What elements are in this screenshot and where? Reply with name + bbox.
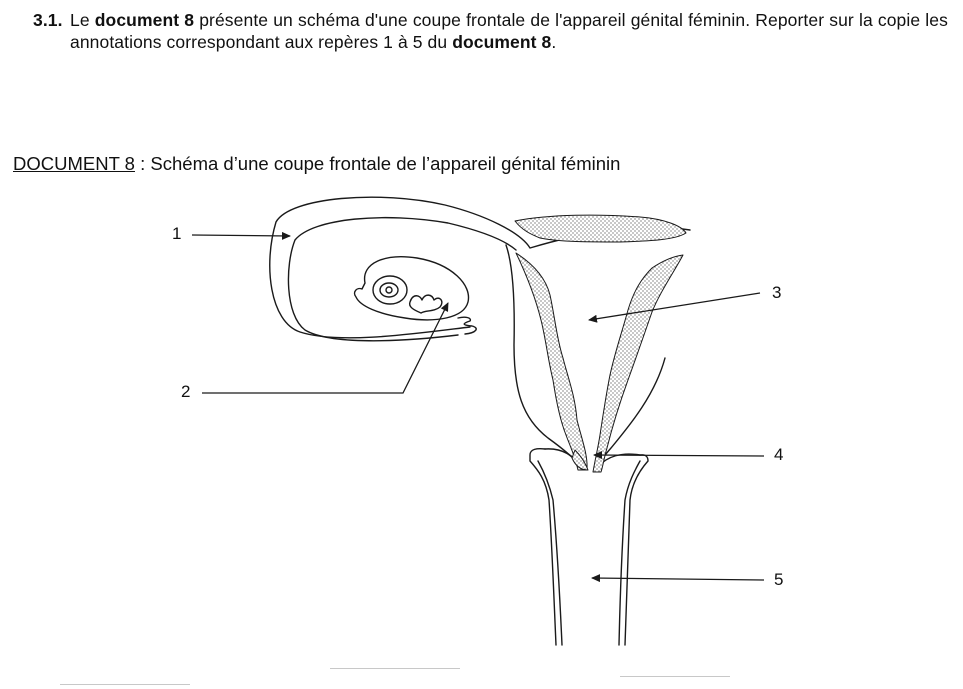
marker-label-4: 4	[774, 445, 784, 464]
question-doc-ref-1: document 8	[94, 10, 195, 30]
uterine-fundus-wall	[515, 215, 686, 242]
marker-label-1: 1	[172, 224, 182, 243]
question-text-part-2: présente un schéma d'une coupe frontale de l'appareil génital féminin. Reporter sur la copie les annotations correspondant aux repères 1 à 5 du	[70, 10, 948, 52]
document-title-text: Schéma d’une coupe frontale de l’appareil génital féminin	[150, 153, 621, 174]
oocyte	[380, 283, 398, 297]
fallopian-tube-inner	[288, 218, 516, 341]
ruptured-follicle	[410, 295, 442, 313]
leader-line-4	[594, 455, 764, 456]
document-reference: DOCUMENT 8	[13, 153, 135, 174]
marker-label-5: 5	[774, 570, 784, 589]
question-text-part-3: .	[551, 31, 557, 52]
fimbriae	[458, 317, 476, 334]
question-doc-ref-2: document 8	[452, 31, 552, 52]
oocyte-nucleus	[386, 287, 392, 293]
vagina-outer	[530, 449, 648, 645]
endometrium-right	[593, 255, 683, 472]
vagina-inner	[538, 461, 640, 645]
marker-label-3: 3	[772, 283, 782, 302]
endometrium-left	[516, 253, 587, 470]
scan-artifact	[60, 684, 190, 685]
leader-line-1	[192, 235, 290, 236]
document-title-separator: :	[134, 153, 151, 174]
question-text-part-1: Le	[70, 10, 95, 30]
cervix-base	[545, 449, 640, 467]
leader-line-5	[592, 578, 764, 580]
ovary	[355, 257, 469, 320]
marker-label-2: 2	[181, 382, 191, 401]
leader-line-2	[202, 303, 448, 393]
scan-artifact	[330, 668, 460, 669]
leader-line-3	[589, 293, 760, 320]
scan-artifact	[620, 676, 730, 677]
ovarian-follicle	[373, 276, 407, 304]
question-number: 3.1.	[33, 10, 63, 30]
